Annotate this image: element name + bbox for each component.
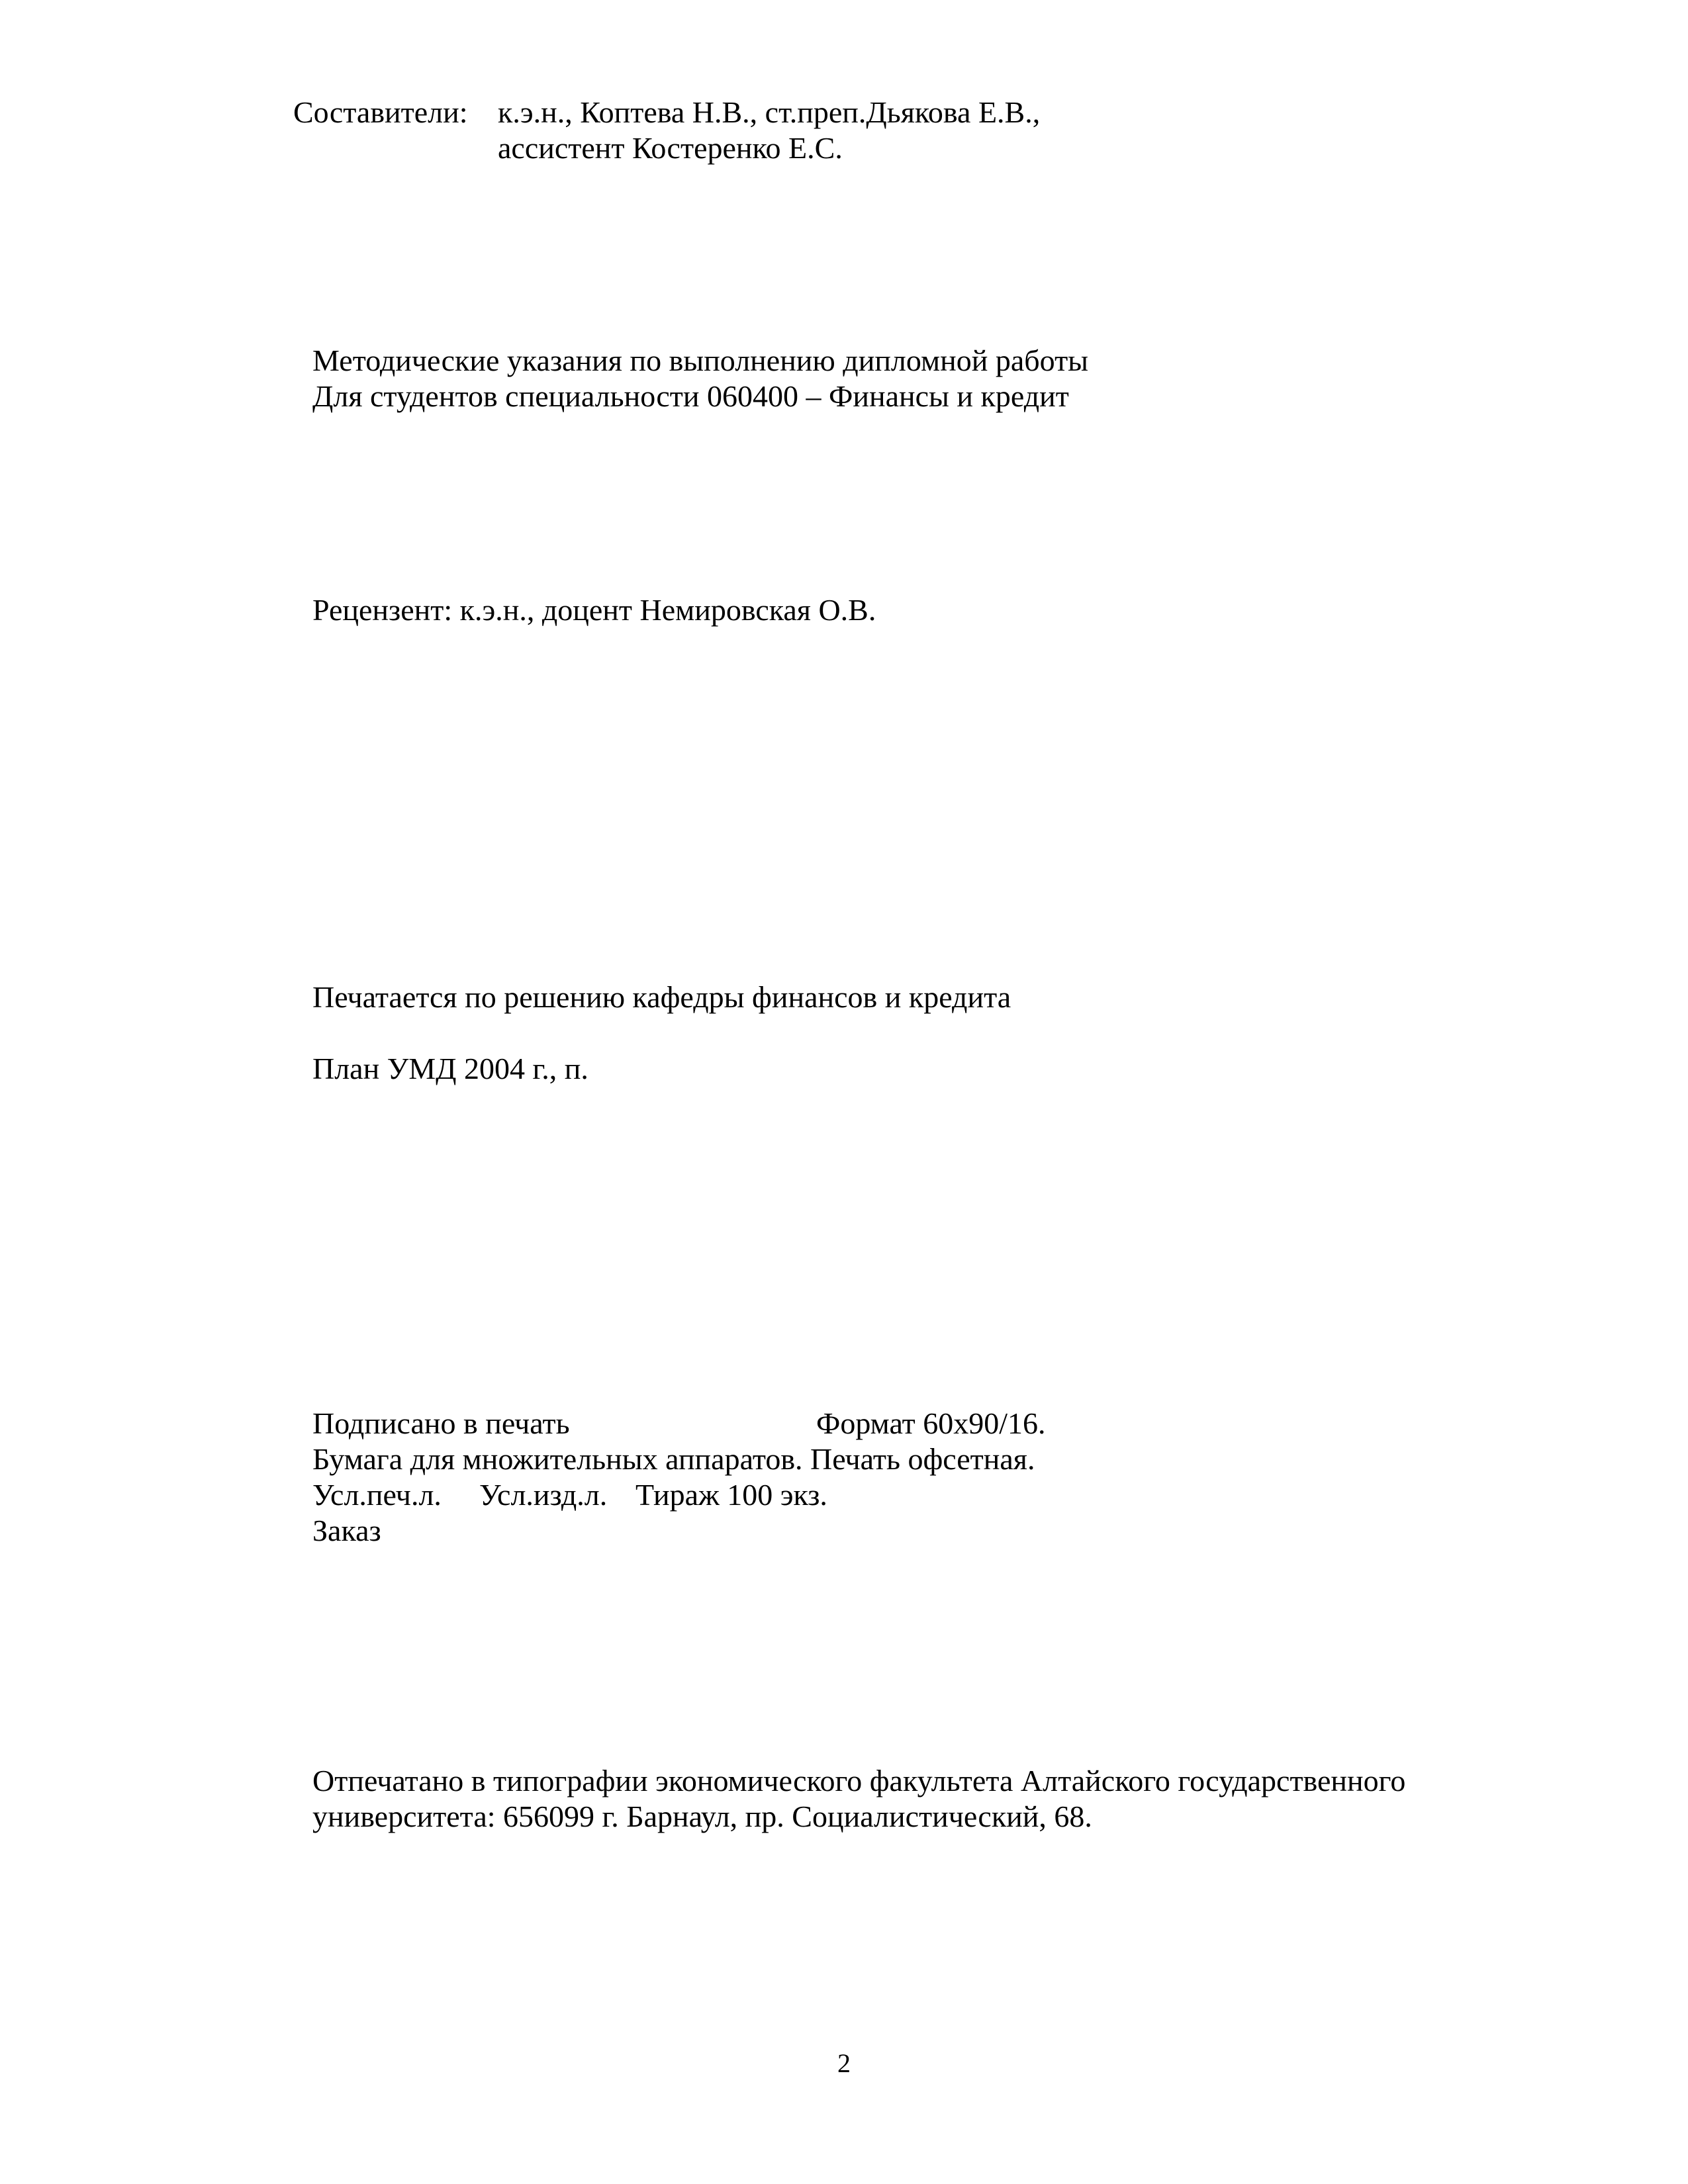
compilers-label: Составители: [293,95,468,129]
printed-line-1: Отпечатано в типографии экономического факультета Алтайского государственного [312,1764,1406,1797]
compilers-line-1: к.э.н., Коптева Н.В., ст.преп.Дьякова Е.В., [498,95,1041,129]
reviewer-line: Рецензент: к.э.н., доцент Немировская О.В. [312,593,876,627]
title-line-1: Методические указания по выполнению дипломной работы [312,343,1089,377]
plan-line: План УМД 2004 г., п. [312,1052,588,1085]
approval-line: Печатается по решению кафедры финансов и кредита [312,980,1011,1014]
imprint-circulation: Тираж 100 экз. [635,1478,827,1512]
imprint-format: Формат 60х90/16. [816,1406,1046,1440]
imprint-sheets-print: Усл.печ.л. [312,1478,442,1512]
imprint-paper: Бумага для множительных аппаратов. Печать офсетная. [312,1442,1035,1476]
imprint-signed: Подписано в печать [312,1406,570,1440]
printed-line-2: университета: 656099 г. Барнаул, пр. Социалистический, 68. [312,1799,1092,1833]
compilers-line-2: ассистент Костеренко Е.С. [498,131,843,165]
imprint-sheets-publish: Усл.изд.л. [479,1478,608,1512]
imprint-order: Заказ [312,1514,381,1547]
page-number: 2 [837,2048,851,2078]
title-line-2: Для студентов специальности 060400 – Финансы и кредит [312,379,1069,413]
